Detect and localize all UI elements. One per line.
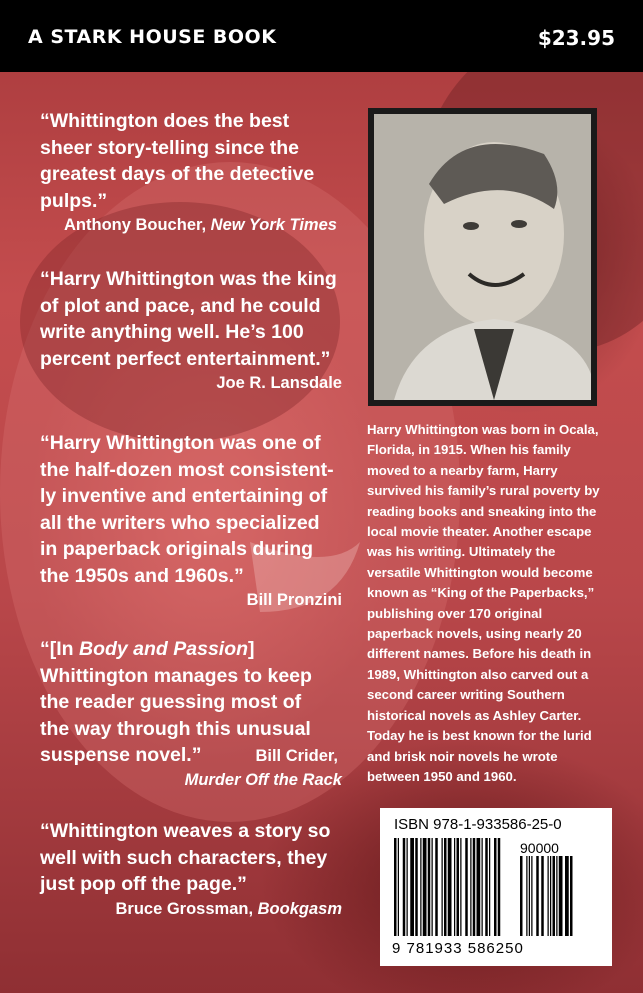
quote-author: Bruce Grossman, [115, 899, 258, 918]
author-bio: Harry Whittington was born in Ocala, Florida, in 1915. When his family moved to a nearby farm, Harry survived his family’s rural poverty by reading books and sneaking into the local movie theater. Another escape was his writing. Ultimately the versatile Whittington would become known as “King of the Paperbacks,” publishing over 170 original paperback novels, using nearly 20 different names. Before his death in 1989, Whittington also carved out a second career writing Southern historical novels as Ashley Carter. Today he is best known for the lurid and brisk noir novels he wrote between 1950 and 1960. [367, 422, 600, 784]
quote-author: Joe R. Lansdale [216, 374, 342, 392]
quote-author: Anthony Boucher, [64, 216, 211, 234]
quote-boucher [40, 108, 352, 236]
quote-text: “Harry Whittington was the king of plot and pace, and he could write anything well. He’s 100 percent perfect entertainment.” [40, 268, 337, 370]
quote-text: “Whittington weaves a story so well with such characters, they just pop off the page.” [40, 820, 331, 895]
barcode-digits: 9 781933 586250 [392, 940, 524, 957]
publisher-label: A STARK HOUSE BOOK [28, 26, 277, 48]
quote-source: Bookgasm [257, 899, 342, 918]
isbn-barcode [380, 808, 612, 966]
isbn-label: ISBN 978-1-933586-25-0 [394, 816, 562, 833]
quote-source: New York Times [210, 216, 337, 234]
barcode-bars [394, 838, 600, 940]
quote-attribution [40, 898, 352, 920]
price-code: 90000 [520, 840, 559, 856]
quote-grossman [40, 818, 352, 920]
price-label: $23.95 [537, 26, 615, 50]
quote-text: “Whittington does the best sheer story-telling since the greatest days of the detective pulps.” [40, 110, 315, 212]
author-photo-frame [368, 108, 597, 406]
header-bar [0, 0, 643, 72]
quote-author: Bill Crider, [255, 746, 338, 765]
quote-source: Murder Off the Rack [184, 770, 342, 789]
quote-title-line: “[In Body and Passion] [40, 638, 255, 660]
quote-text: Whittington manages to keep the reader guessing most of the way through this unusual suspense novel.” Bill Crider, [40, 664, 338, 766]
quote-crider [40, 636, 352, 791]
quote-attribution [40, 214, 352, 236]
quote-text: “Harry Whittington was one of the half-dozen most consistent- ly inventive and entertaining of all the writers who specialized in paperback originals during the 1950s and 1960s.” [40, 432, 334, 587]
quote-pronzini [40, 430, 352, 611]
author-photo [374, 114, 591, 400]
quote-author: Bill Pronzini [246, 591, 342, 609]
book-title: Body and Passion [79, 638, 249, 660]
quote-lansdale [40, 266, 352, 394]
